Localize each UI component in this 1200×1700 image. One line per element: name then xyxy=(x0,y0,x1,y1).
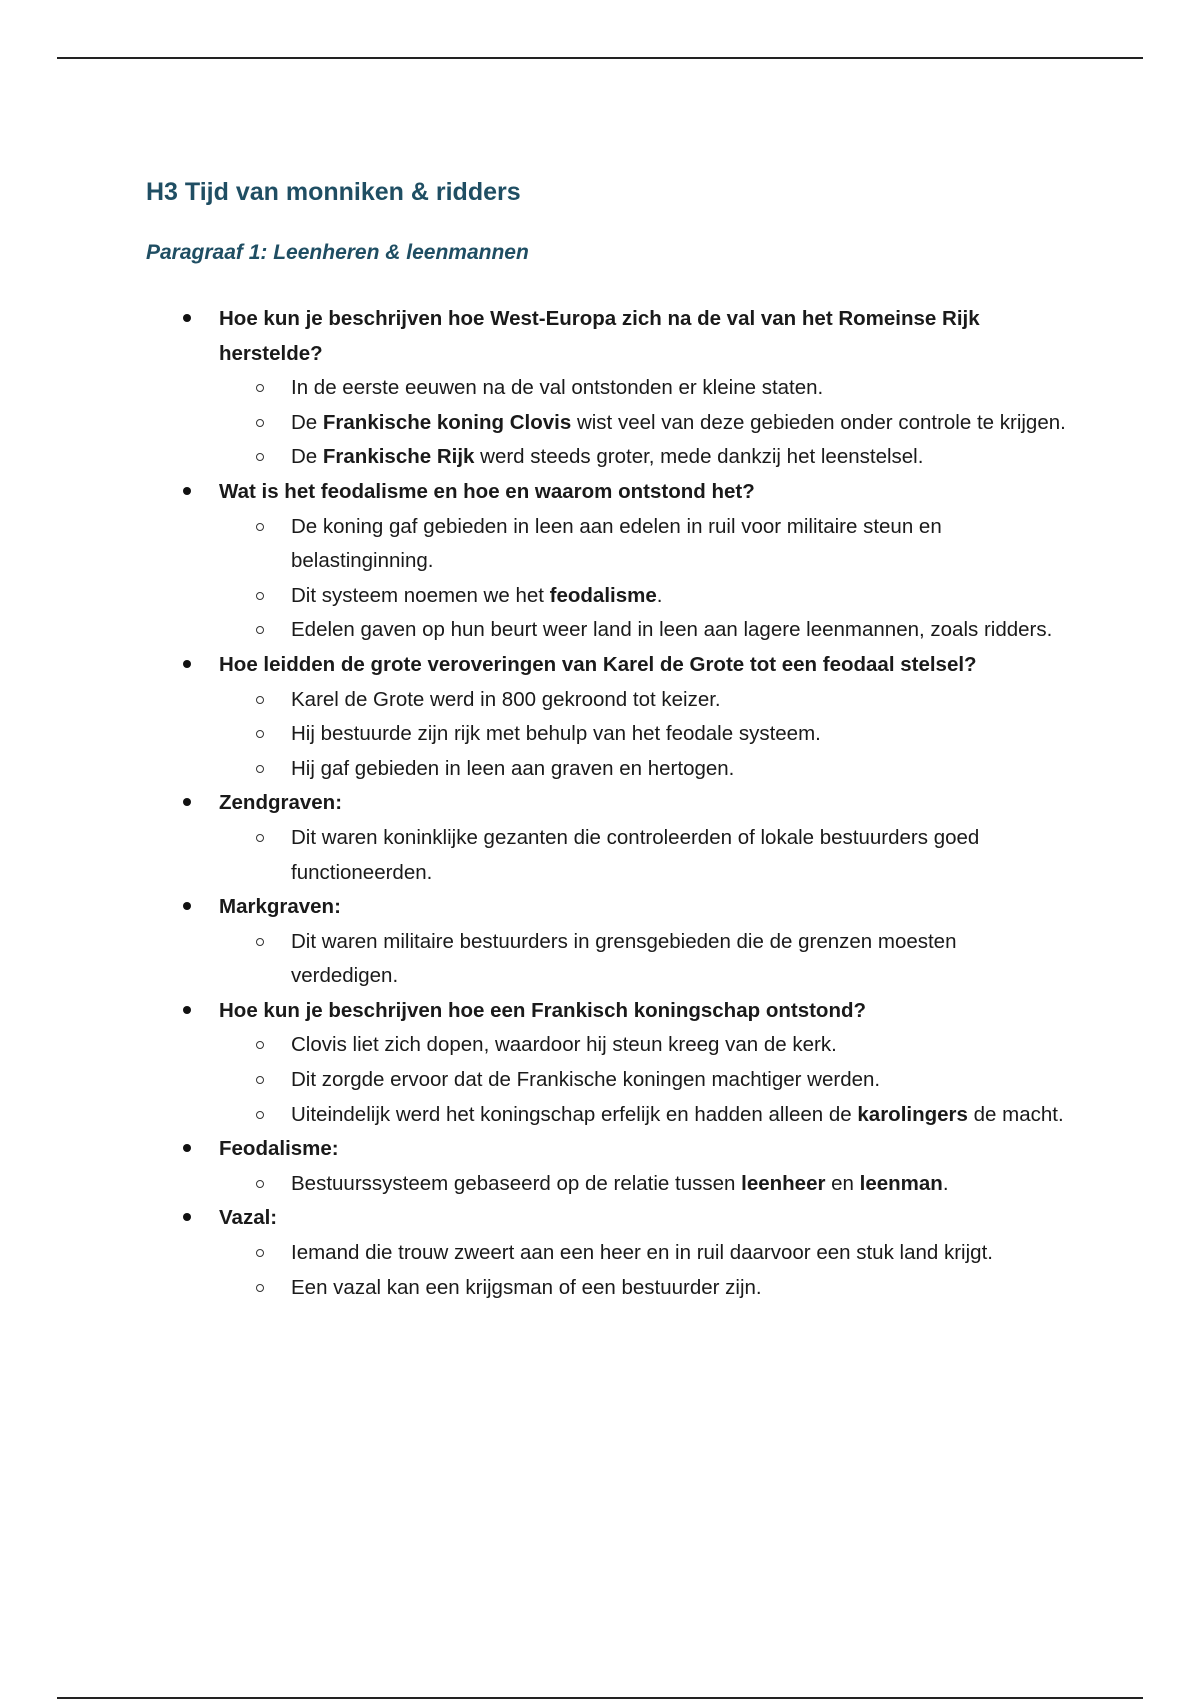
circle-bullet-icon xyxy=(256,453,264,461)
answer-text: Een vazal kan een krijgsman of een bestuurder zijn. xyxy=(291,1275,762,1299)
question-item xyxy=(146,648,1066,786)
answer-text: Dit waren koninklijke gezanten die controleerden of lokale bestuurders goed functioneerden. xyxy=(291,825,980,884)
bullet-icon xyxy=(183,314,191,322)
emphasis-text: feodalisme xyxy=(549,583,657,607)
question-text: Markgraven: xyxy=(219,895,341,919)
circle-bullet-icon xyxy=(256,1249,264,1257)
answer-list xyxy=(219,925,1066,994)
answer-item xyxy=(219,821,1066,890)
answer-text: Hij bestuurde zijn rijk met behulp van het feodale systeem. xyxy=(291,722,821,746)
question-item xyxy=(146,1132,1066,1201)
answer-item xyxy=(219,752,1066,787)
answer-text: . xyxy=(942,1171,949,1195)
answer-item xyxy=(219,717,1066,752)
bullet-icon xyxy=(183,660,191,668)
answer-item xyxy=(219,1236,1066,1271)
question-item xyxy=(146,302,1066,475)
bullet-icon xyxy=(183,1006,191,1014)
question-text: Hoe leidden de grote veroveringen van Karel de Grote tot een feodaal stelsel? xyxy=(219,652,977,676)
question-text: Vazal: xyxy=(219,1206,278,1230)
emphasis-text: Frankische Rijk xyxy=(322,445,475,469)
answer-text: Bestuurssysteem gebaseerd op de relatie tussen xyxy=(291,1171,742,1195)
answer-item xyxy=(219,613,1066,648)
circle-bullet-icon xyxy=(256,1180,264,1188)
question-item xyxy=(146,786,1066,890)
answer-item xyxy=(219,1028,1066,1063)
emphasis-text: leenman xyxy=(859,1171,943,1195)
answer-text: De xyxy=(291,410,323,434)
circle-bullet-icon xyxy=(256,834,264,842)
answer-text: en xyxy=(825,1171,860,1195)
bullet-icon xyxy=(183,902,191,910)
answer-item xyxy=(219,406,1066,441)
answer-list xyxy=(219,1167,1066,1202)
answer-list xyxy=(219,821,1066,890)
answer-text: Clovis liet zich dopen, waardoor hij steun kreeg van de kerk. xyxy=(291,1033,837,1057)
answer-item xyxy=(219,371,1066,406)
question-item xyxy=(146,890,1066,994)
answer-text: De xyxy=(291,445,323,469)
circle-bullet-icon xyxy=(256,730,264,738)
bullet-icon xyxy=(183,798,191,806)
question-text: Hoe kun je beschrijven hoe West-Europa zich na de val van het Romeinse Rijk herstelde? xyxy=(219,307,980,365)
circle-bullet-icon xyxy=(256,419,264,427)
circle-bullet-icon xyxy=(256,1111,264,1119)
circle-bullet-icon xyxy=(256,1041,264,1049)
answer-text: werd steeds groter, mede dankzij het leenstelsel. xyxy=(474,445,924,469)
answer-item xyxy=(219,1167,1066,1202)
circle-bullet-icon xyxy=(256,626,264,634)
question-item xyxy=(146,475,1066,648)
answer-item xyxy=(219,683,1066,718)
question-text: Wat is het feodalisme en hoe en waarom ontstond het? xyxy=(219,479,755,503)
answer-item xyxy=(219,1271,1066,1306)
answer-item xyxy=(219,1098,1066,1133)
answer-text: Edelen gaven op hun beurt weer land in leen aan lagere leenmannen, zoals ridders. xyxy=(291,618,1053,642)
question-text: Hoe kun je beschrijven hoe een Frankisch koningschap ontstond? xyxy=(219,998,867,1022)
page-title: H3 Tijd van monniken & ridders xyxy=(146,178,521,206)
answer-text: Karel de Grote werd in 800 gekroond tot keizer. xyxy=(291,687,721,711)
answer-text: . xyxy=(656,583,663,607)
circle-bullet-icon xyxy=(256,384,264,392)
circle-bullet-icon xyxy=(256,523,264,531)
bottom-rule xyxy=(57,1697,1143,1699)
bullet-icon xyxy=(183,1213,191,1221)
answer-item xyxy=(219,579,1066,614)
circle-bullet-icon xyxy=(256,1076,264,1084)
emphasis-text: leenheer xyxy=(741,1171,826,1195)
answer-text: Hij gaf gebieden in leen aan graven en hertogen. xyxy=(291,756,735,780)
answer-text: de macht. xyxy=(967,1102,1064,1126)
answer-text: De koning gaf gebieden in leen aan edelen in ruil voor militaire steun en belastinginning. xyxy=(291,514,942,573)
answer-list xyxy=(219,683,1066,787)
question-list xyxy=(146,302,1066,1305)
answer-text: wist veel van deze gebieden onder controle te krijgen. xyxy=(571,410,1066,434)
answer-list xyxy=(219,1028,1066,1132)
answer-item xyxy=(219,1063,1066,1098)
bullet-icon xyxy=(183,1144,191,1152)
answer-list xyxy=(219,371,1066,475)
answer-text: Iemand die trouw zweert aan een heer en in ruil daarvoor een stuk land krijgt. xyxy=(291,1241,993,1265)
section-title: Paragraaf 1: Leenheren & leenmannen xyxy=(146,241,529,264)
emphasis-text: karolingers xyxy=(857,1102,968,1126)
emphasis-text: Frankische koning Clovis xyxy=(322,410,572,434)
answer-list xyxy=(219,510,1066,648)
circle-bullet-icon xyxy=(256,592,264,600)
circle-bullet-icon xyxy=(256,696,264,704)
answer-item xyxy=(219,925,1066,994)
top-rule xyxy=(57,57,1143,59)
answer-list xyxy=(219,1236,1066,1305)
circle-bullet-icon xyxy=(256,1284,264,1292)
question-item xyxy=(146,1201,1066,1305)
answer-text: Dit zorgde ervoor dat de Frankische koningen machtiger werden. xyxy=(291,1068,881,1092)
bullet-icon xyxy=(183,487,191,495)
document-body xyxy=(146,170,1066,1305)
circle-bullet-icon xyxy=(256,765,264,773)
question-item xyxy=(146,994,1066,1132)
answer-item xyxy=(219,510,1066,579)
answer-item xyxy=(219,440,1066,475)
answer-text: Uiteindelijk werd het koningschap erfelijk en hadden alleen de xyxy=(291,1102,858,1126)
answer-text: Dit systeem noemen we het xyxy=(291,583,550,607)
question-text: Feodalisme: xyxy=(219,1137,339,1161)
question-text: Zendgraven: xyxy=(219,791,343,815)
answer-text: In de eerste eeuwen na de val ontstonden er kleine staten. xyxy=(291,376,824,400)
circle-bullet-icon xyxy=(256,938,264,946)
answer-text: Dit waren militaire bestuurders in grensgebieden die de grenzen moesten verdedigen. xyxy=(291,929,957,988)
